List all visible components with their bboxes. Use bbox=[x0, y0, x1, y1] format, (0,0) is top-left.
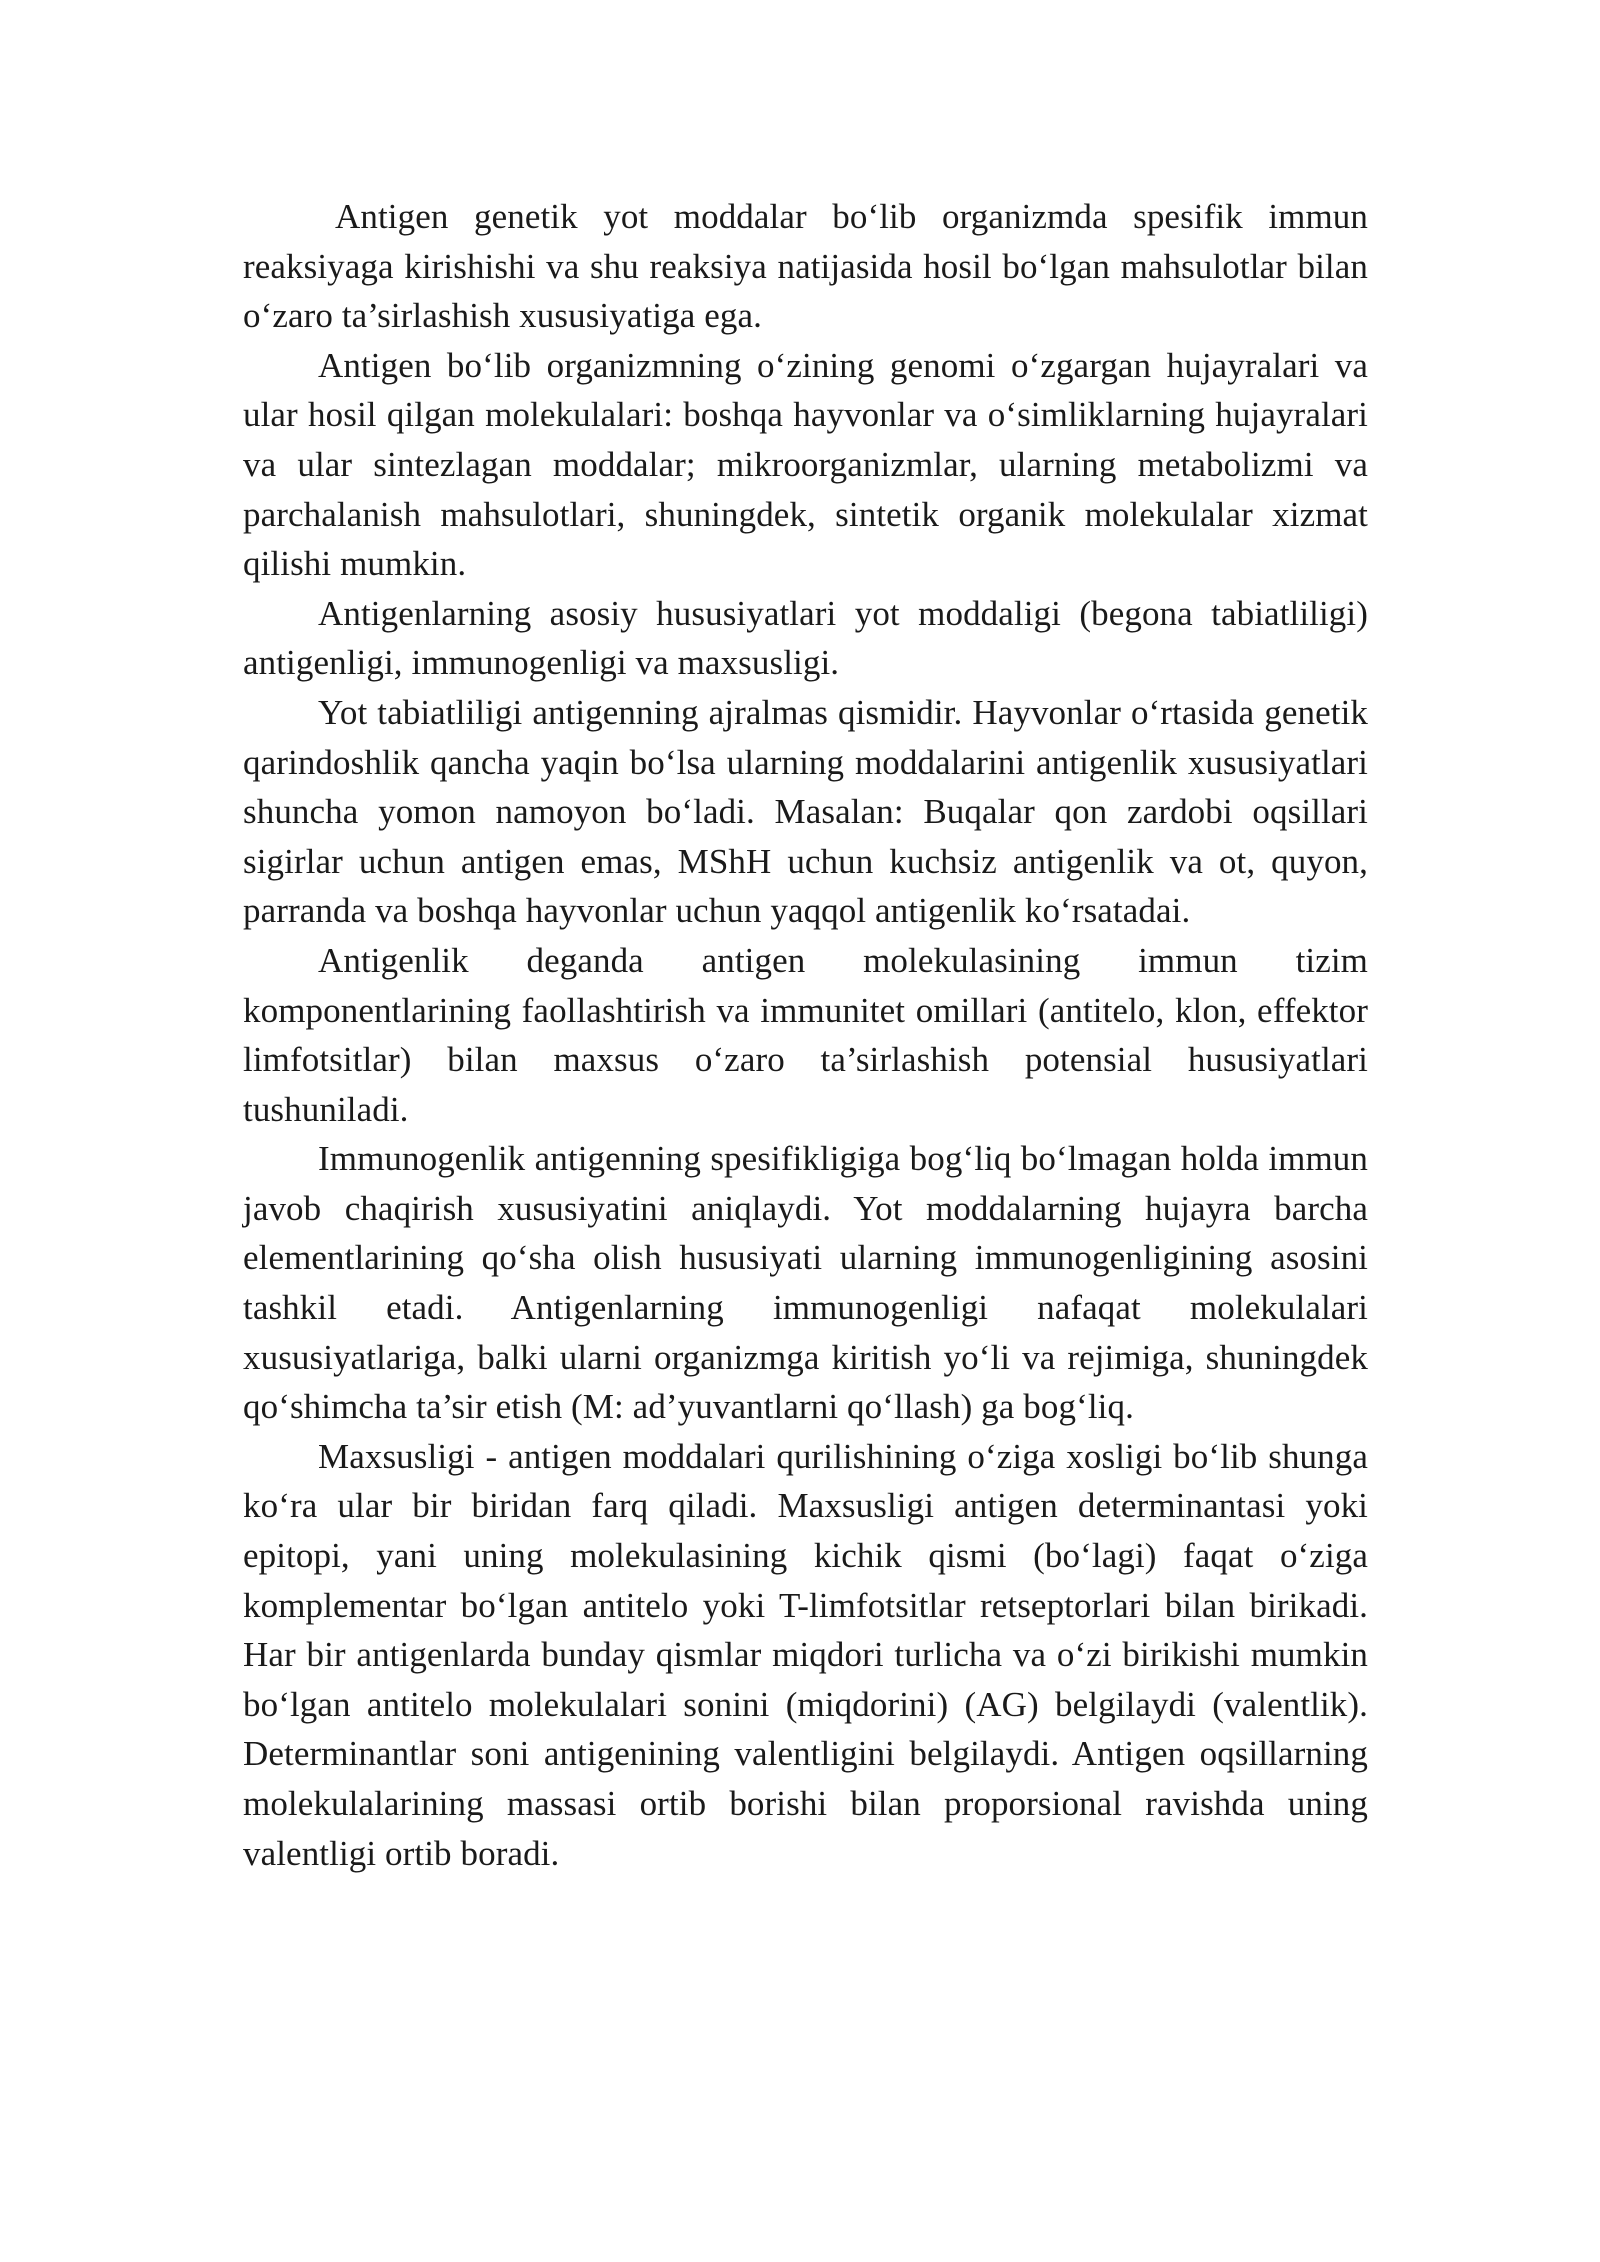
paragraph-antigenicity: Antigenlik deganda antigen molekulasining immun tizim komponentlarining faollashtirish va immunitet omillari (antitelo, klon, effektor limfotsitlar) bilan maxsus o‘zaro ta’sirlashish potensial hususiyatlari tushuniladi. bbox=[243, 940, 1368, 1129]
paragraph-antigen-properties: Antigenlarning asosiy hususiyatlari yot moddaligi (begona tabiatliligi) antigenligi, immunogenligi va maxsusligi. bbox=[243, 593, 1368, 683]
paragraph-antigen-sources: Antigen bo‘lib organizmning o‘zining genomi o‘zgargan hujayralari va ular hosil qilgan molekulalari: boshqa hayvonlar va o‘simliklarning hujayralari va ular sintezlagan moddalar; mikroorganizmlar, ularning metabolizmi va parchalanish mahsulotlari, shuningdek, sintetik organik molekulalar xizmat qilishi mumkin. bbox=[243, 345, 1368, 584]
paragraph-foreignness: Yot tabiatliligi antigenning ajralmas qismidir. Hayvonlar o‘rtasida genetik qarindoshlik qancha yaqin bo‘lsa ularning moddalarini antigenlik xususiyatlari shuncha yomon namoyon bo‘ladi. Masalan: Buqalar qon zardobi oqsillari sigirlar uchun antigen emas, MShH uchun kuchsiz antigenlik va ot, quyon, parranda va boshqa hayvonlar uchun yaqqol antigenlik ko‘rsatadai. bbox=[243, 692, 1368, 931]
document-body bbox=[243, 192, 1368, 1878]
paragraph-specificity: Maxsusligi - antigen moddalari qurilishining o‘ziga xosligi bo‘lib shunga ko‘ra ular bir biridan farq qiladi. Maxsusligi antigen determinantasi yoki epitopi, yani uning molekulasining kichik qismi (bo‘lagi) faqat o‘ziga komplementar bo‘lgan antitelo yoki T-limfotsitlar retseptorlari bilan birikadi. Har bir antigenlarda bunday qismlar miqdori turlicha va o‘zi birikishi mumkin bo‘lgan antitelo molekulalari sonini (miqdorini) (AG) belgilaydi (valentlik). Determinantlar soni antigenining valentligini belgilaydi. Antigen oqsillarning molekulalarining massasi ortib borishi bilan proporsional ravishda uning valentligi ortib boradi. bbox=[243, 1436, 1368, 1873]
paragraph-antigen-definition: Antigen genetik yot moddalar bo‘lib organizmda spesifik immun reaksiyaga kirishishi va shu reaksiya natijasida hosil bo‘lgan mahsulotlar bilan o‘zaro ta’sirlashish xususiyatiga ega. bbox=[243, 197, 1368, 336]
paragraph-immunogenicity: Immunogenlik antigenning spesifikligiga bog‘liq bo‘lmagan holda immun javob chaqirish xususiyatini aniqlaydi. Yot moddalarning hujayra barcha elementlarining qo‘sha olish hususiyati ularning immunogenligining asosini tashkil etadi. Antigenlarning immunogenligi nafaqat molekulalari xususiyatlariga, balki ularni organizmga kiritish yo‘li va rejimiga, shuningdek qo‘shimcha ta’sir etish (M: ad’yuvantlarni qo‘llash) ga bog‘liq. bbox=[243, 1139, 1368, 1427]
